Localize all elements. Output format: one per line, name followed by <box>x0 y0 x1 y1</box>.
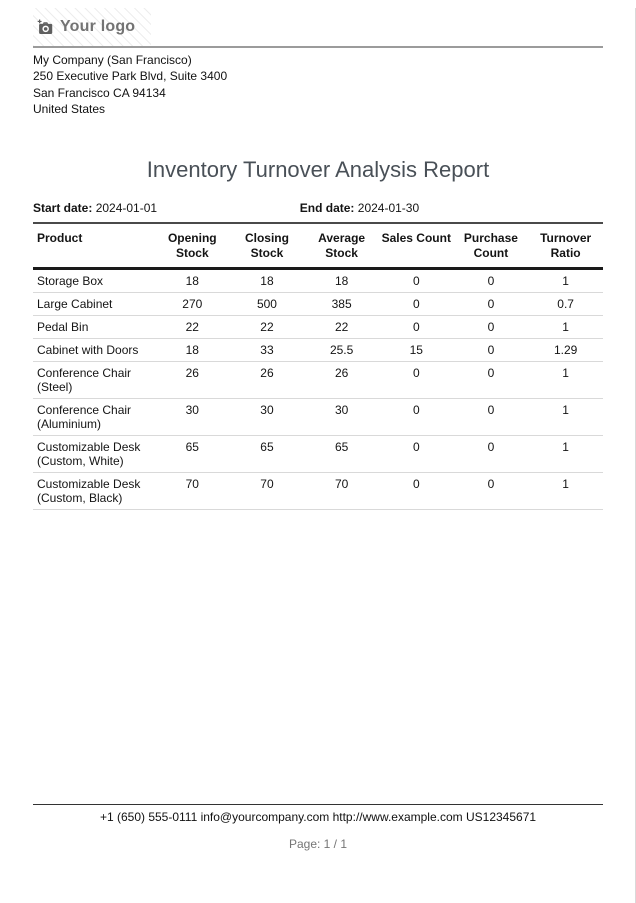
cell-closing: 18 <box>230 268 305 292</box>
cell-purchase: 0 <box>454 398 529 435</box>
cell-turnover: 1 <box>528 435 603 472</box>
cell-product: Storage Box <box>33 268 155 292</box>
col-header-average-stock: Average Stock <box>304 223 379 269</box>
col-header-sales-count: Sales Count <box>379 223 454 269</box>
cell-average: 65 <box>304 435 379 472</box>
start-date <box>33 201 300 215</box>
cell-purchase: 0 <box>454 268 529 292</box>
end-date-value: 2024-01-30 <box>357 200 420 215</box>
cell-product: Large Cabinet <box>33 292 155 315</box>
cell-purchase: 0 <box>454 472 529 509</box>
cell-opening: 18 <box>155 268 230 292</box>
inventory-turnover-table <box>33 222 603 510</box>
company-address-block <box>33 52 603 118</box>
table-header-row <box>33 223 603 269</box>
table-row <box>33 472 603 509</box>
table-header <box>33 223 603 269</box>
cell-closing: 33 <box>230 338 305 361</box>
page-footer <box>33 804 603 851</box>
report-document <box>0 8 636 903</box>
end-date-label: End date: <box>299 200 355 215</box>
company-logo <box>33 8 151 46</box>
cell-opening: 22 <box>155 315 230 338</box>
cell-sales: 0 <box>379 292 454 315</box>
cell-turnover: 0.7 <box>528 292 603 315</box>
company-city: San Francisco CA 94134 <box>33 85 166 100</box>
cell-product: Customizable Desk (Custom, Black) <box>33 472 155 509</box>
cell-turnover: 1 <box>528 315 603 338</box>
cell-turnover: 1.29 <box>528 338 603 361</box>
cell-turnover: 1 <box>528 472 603 509</box>
cell-product: Pedal Bin <box>33 315 155 338</box>
cell-closing: 65 <box>230 435 305 472</box>
cell-sales: 0 <box>379 435 454 472</box>
cell-sales: 0 <box>379 361 454 398</box>
table-row <box>33 338 603 361</box>
report-title: Inventory Turnover Analysis Report <box>146 156 490 182</box>
report-page <box>0 8 635 851</box>
cell-average: 25.5 <box>304 338 379 361</box>
cell-sales: 15 <box>379 338 454 361</box>
company-name: My Company (San Francisco) <box>33 53 192 67</box>
cell-average: 22 <box>304 315 379 338</box>
cell-turnover: 1 <box>528 268 603 292</box>
start-date-label: Start date: <box>33 200 93 215</box>
footer-divider <box>33 804 603 805</box>
table-row <box>33 268 603 292</box>
cell-sales: 0 <box>379 315 454 338</box>
cell-purchase: 0 <box>454 292 529 315</box>
cell-sales: 0 <box>379 398 454 435</box>
col-header-purchase-count: Purchase Count <box>454 223 529 269</box>
page-number: Page: 1 / 1 <box>288 837 348 851</box>
table-row <box>33 361 603 398</box>
table-row <box>33 292 603 315</box>
cell-opening: 65 <box>155 435 230 472</box>
end-date <box>300 201 419 215</box>
company-country: United States <box>33 102 106 117</box>
cell-opening: 18 <box>155 338 230 361</box>
cell-closing: 26 <box>230 361 305 398</box>
col-header-opening-stock: Opening Stock <box>155 223 230 269</box>
table-row <box>33 315 603 338</box>
cell-average: 18 <box>304 268 379 292</box>
cell-opening: 270 <box>155 292 230 315</box>
cell-turnover: 1 <box>528 398 603 435</box>
cell-sales: 0 <box>379 268 454 292</box>
cell-product: Customizable Desk (Custom, White) <box>33 435 155 472</box>
col-header-closing-stock: Closing Stock <box>230 223 305 269</box>
cell-closing: 70 <box>230 472 305 509</box>
cell-sales: 0 <box>379 472 454 509</box>
cell-opening: 30 <box>155 398 230 435</box>
logo-text: Your logo <box>60 18 136 35</box>
cell-purchase: 0 <box>454 315 529 338</box>
cell-closing: 30 <box>230 398 305 435</box>
date-range-row <box>33 201 603 215</box>
cell-closing: 500 <box>230 292 305 315</box>
header-divider <box>33 46 603 48</box>
cell-product: Cabinet with Doors <box>33 338 155 361</box>
cell-average: 70 <box>304 472 379 509</box>
table-row <box>33 398 603 435</box>
cell-closing: 22 <box>230 315 305 338</box>
cell-product: Conference Chair (Aluminium) <box>33 398 155 435</box>
camera-plus-icon <box>36 19 53 35</box>
cell-opening: 70 <box>155 472 230 509</box>
col-header-product: Product <box>33 223 155 269</box>
company-street: 250 Executive Park Blvd, Suite 3400 <box>33 69 228 84</box>
footer-contact-info: +1 (650) 555-0111 info@yourcompany.com http://www.example.com US12345671 <box>99 810 537 824</box>
start-date-value: 2024-01-01 <box>95 200 158 215</box>
cell-purchase: 0 <box>454 435 529 472</box>
cell-turnover: 1 <box>528 361 603 398</box>
cell-opening: 26 <box>155 361 230 398</box>
col-header-turnover-ratio: Turnover Ratio <box>528 223 603 269</box>
table-body <box>33 268 603 509</box>
cell-average: 385 <box>304 292 379 315</box>
table-row <box>33 435 603 472</box>
cell-average: 26 <box>304 361 379 398</box>
cell-average: 30 <box>304 398 379 435</box>
cell-product: Conference Chair (Steel) <box>33 361 155 398</box>
cell-purchase: 0 <box>454 361 529 398</box>
cell-purchase: 0 <box>454 338 529 361</box>
